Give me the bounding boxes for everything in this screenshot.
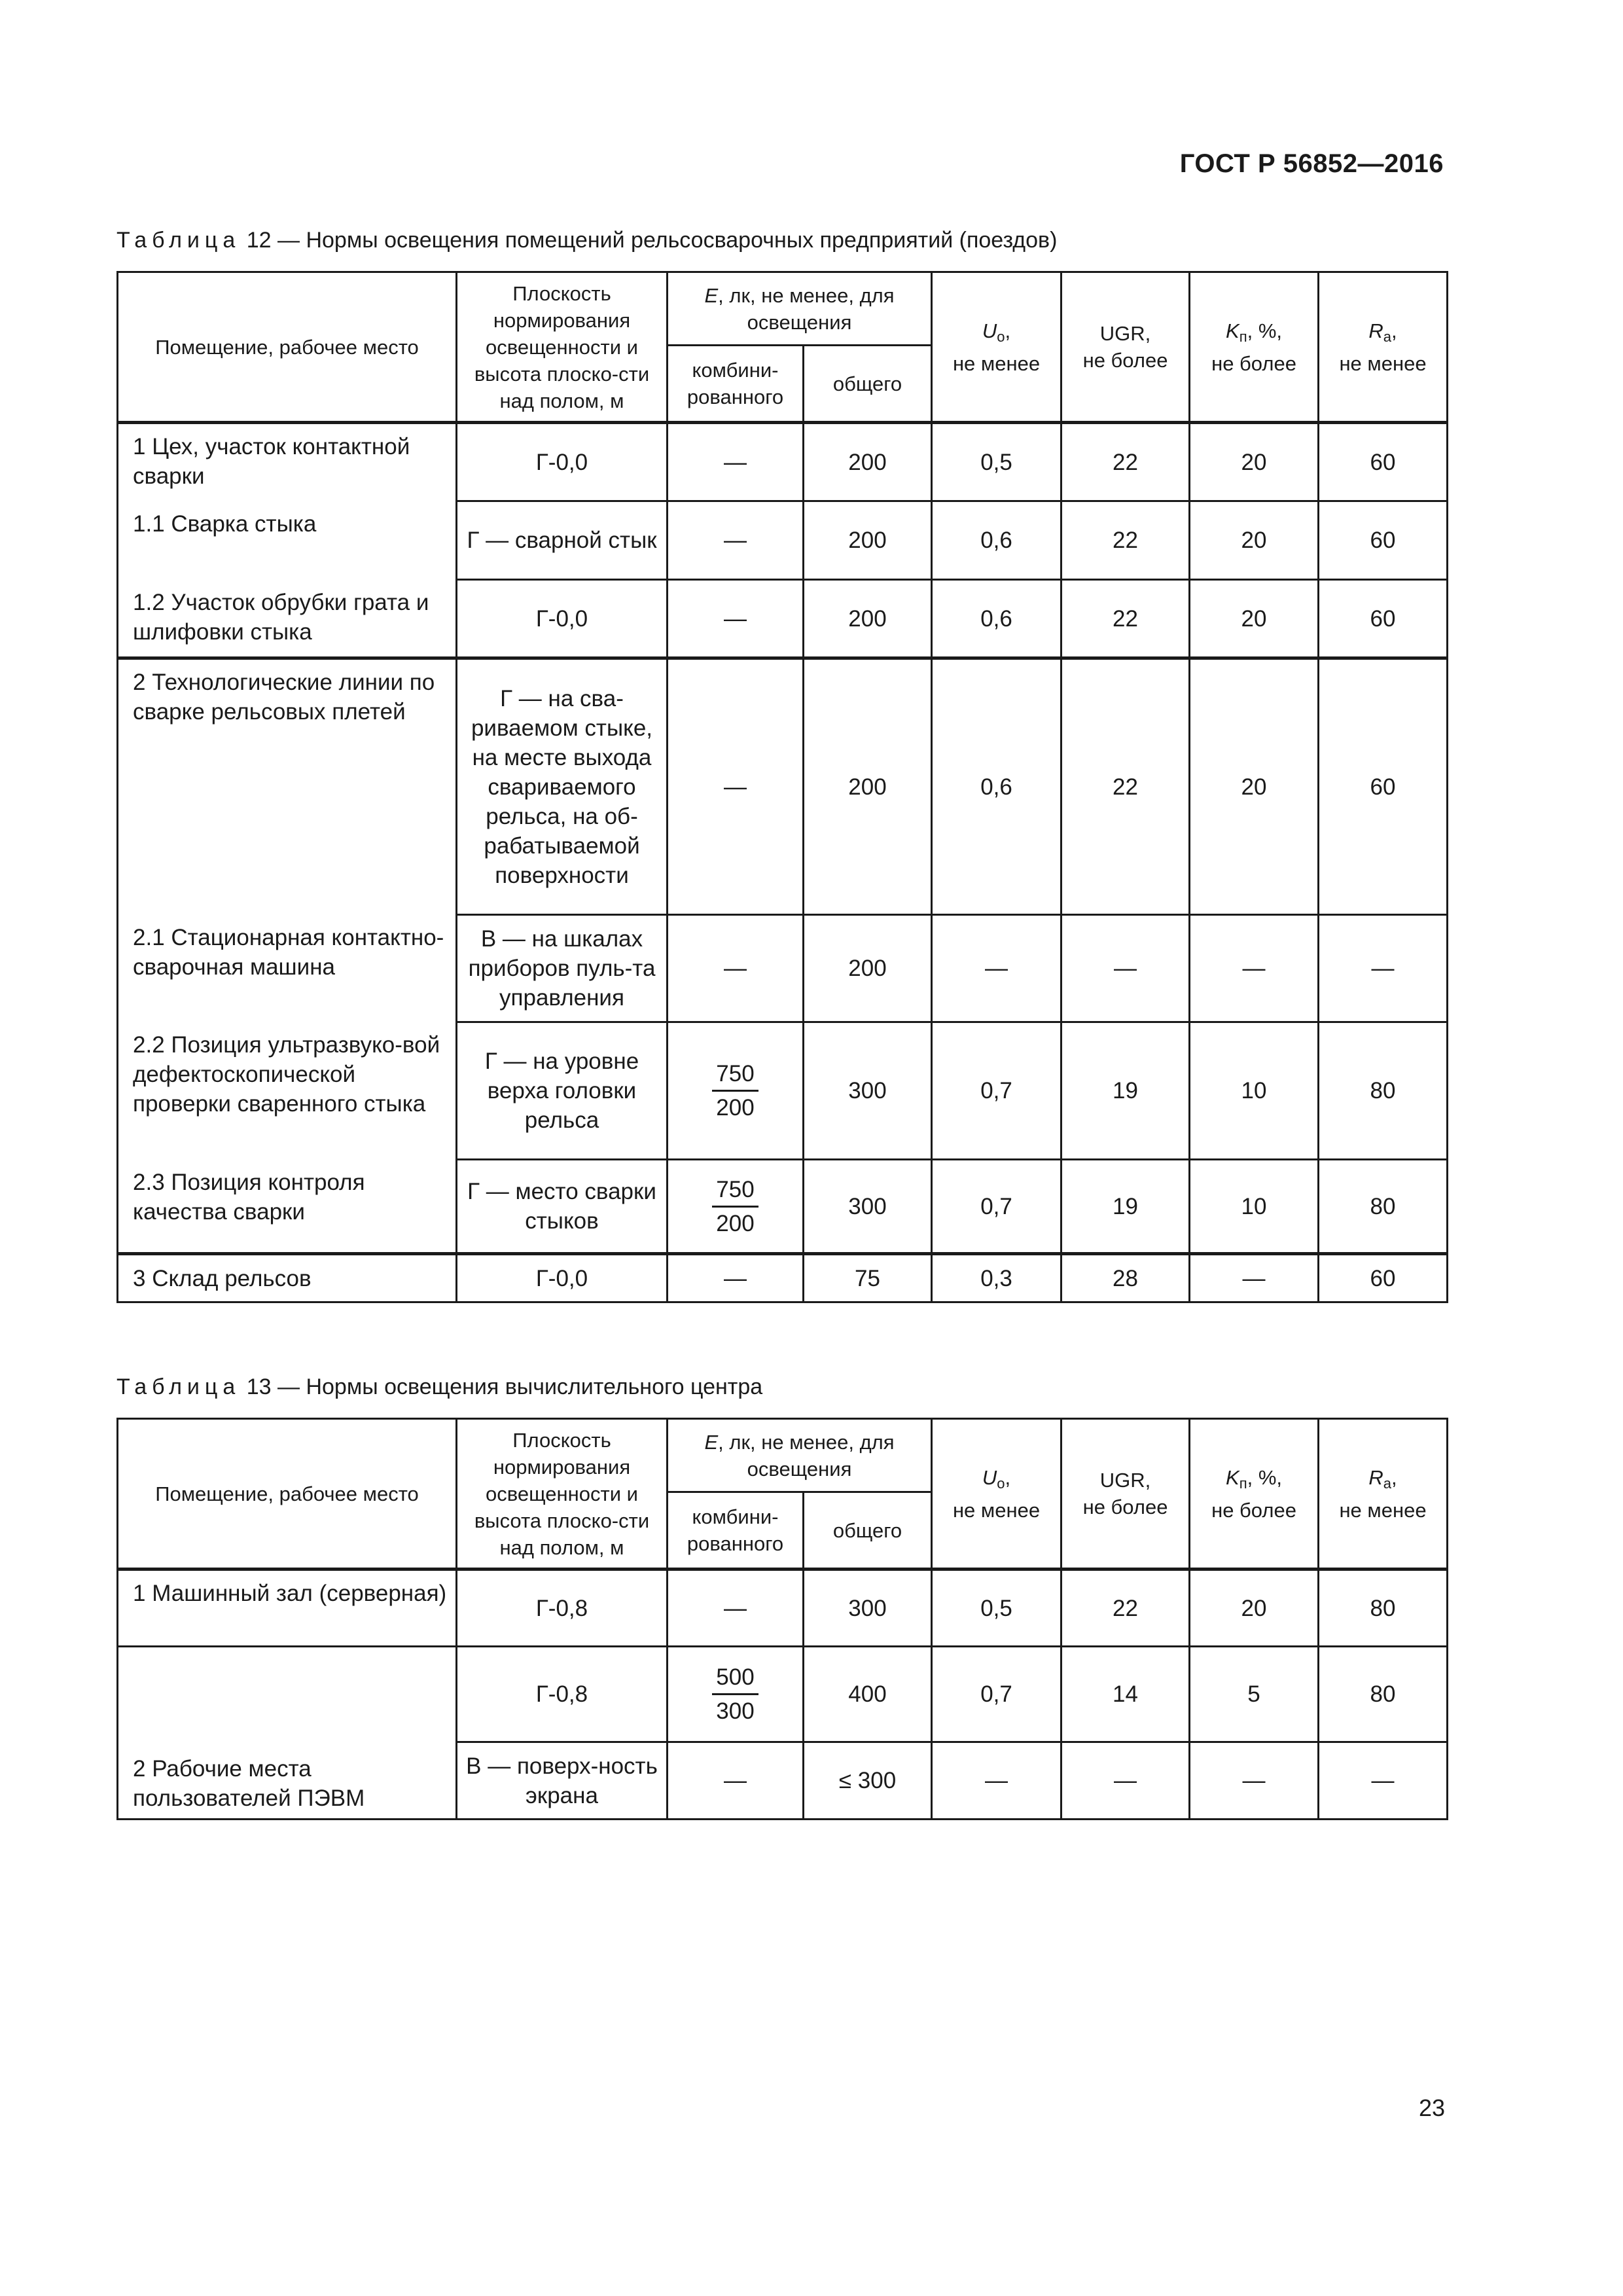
header-ra: $R_a$, не менее [1319, 1419, 1448, 1570]
table12 [116, 271, 1448, 1303]
table12-caption-label: Таблица [116, 228, 241, 253]
table-row: 2 Рабочие места пользователей ПЭВМ Г-0,8 $\frac{500}{300}$ 400 0,7 14 5 80 [118, 1647, 1448, 1742]
table-row: 2 Технологические линии по сварке рельсовых плетей Г — на сва-риваемом стыке, на месте выхода свариваемого рельса, на об-рабатываемой поверхности — 200 0,6 22 20 60 [118, 658, 1448, 915]
header-ra: $R_a$, не менее [1319, 272, 1448, 423]
table-row: 1 Цех, участок контактной сварки Г-0,0 — 200 0,5 22 20 60 [118, 423, 1448, 501]
page-number: 23 [1418, 2094, 1445, 2121]
table-row: 2.1 Стационарная контактно-сварочная машина В — на шкалах приборов пуль-та управления — 200 — — — — [118, 915, 1448, 1022]
header-general: общего [804, 346, 932, 423]
header-plane: Плоскость нормирования освещенности и высота плоско-сти над полом, м [457, 272, 668, 423]
table-row: 1.2 Участок обрубки грата и шлифовки стыка Г-0,0 — 200 0,6 22 20 60 [118, 580, 1448, 658]
table-row: 3 Склад рельсов Г-0,0 — 75 0,3 28 — 60 [118, 1254, 1448, 1302]
header-room: Помещение, рабочее место [118, 1419, 457, 1570]
header-room: Помещение, рабочее место [118, 272, 457, 423]
header-kp: $K_п$, %, не более [1190, 272, 1319, 423]
table-row: 1.1 Сварка стыка Г — сварной стык — 200 0,6 22 20 60 [118, 501, 1448, 580]
table13-caption [116, 1374, 762, 1400]
header-plane: Плоскость нормирования освещенности и высота плоско-сти над полом, м [457, 1419, 668, 1570]
header-illuminance: E, лк, не менее, для освещения [668, 272, 932, 346]
table13-caption-text: 13 — Нормы освещения вычислительного центра [240, 1374, 763, 1399]
table13-caption-label: Таблица [116, 1374, 241, 1399]
header-uo: $U_o$, не менее [932, 1419, 1061, 1570]
table-row: 1 Машинный зал (серверная) Г-0,8 — 300 0,5 22 20 80 [118, 1570, 1448, 1647]
table12-caption [116, 228, 1057, 253]
header-combined: комбини-рованного [668, 1492, 804, 1570]
header-illuminance: E, лк, не менее, для освещения [668, 1419, 932, 1492]
fraction-value: $\frac{750}{200}$ [712, 1175, 758, 1238]
fraction-value: $\frac{500}{300}$ [712, 1662, 758, 1726]
table-row: В — поверх-ность экрана — ≤ 300 — — — — [118, 1742, 1448, 1820]
header-combined: комбини-рованного [668, 346, 804, 423]
header-ugr: UGR, не более [1061, 1419, 1190, 1570]
header-ugr: UGR, не более [1061, 272, 1190, 423]
header-uo: $U_o$, не менее [932, 272, 1061, 423]
header-general: общего [804, 1492, 932, 1570]
fraction-value: $\frac{750}{200}$ [712, 1059, 758, 1122]
table13 [116, 1418, 1448, 1820]
header-kp: $K_п$, %, не более [1190, 1419, 1319, 1570]
standard-number: ГОСТ Р 56852—2016 [1179, 149, 1444, 178]
table-row: 2.3 Позиция контроля качества сварки Г — место сварки стыков $\frac{750}{200}$ 300 0,7 19 10 80 [118, 1160, 1448, 1254]
table12-caption-text: 12 — Нормы освещения помещений рельсосварочных предприятий (поездов) [240, 228, 1058, 253]
table-row: 2.2 Позиция ультразвуко-вой дефектоскопической проверки сваренного стыка Г — на уровне верха головки рельса $\frac{750}{200}$ 300 0,7 19 10 80 [118, 1022, 1448, 1160]
